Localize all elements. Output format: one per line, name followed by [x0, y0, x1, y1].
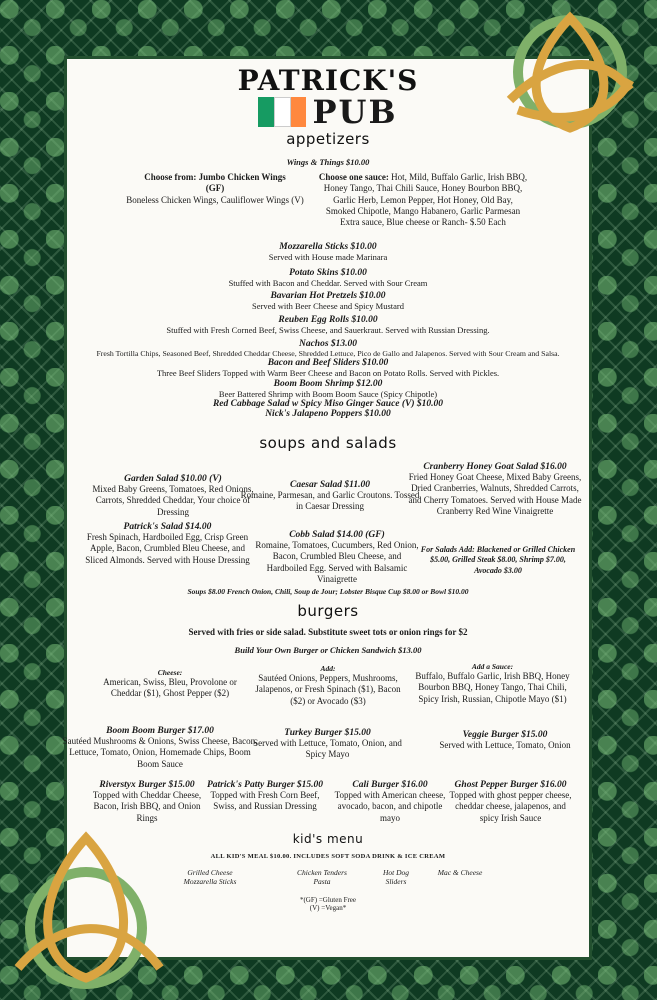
- appetizer-item: Boom Boom Shrimp $12.00 Beer Battered Shrimp with Boom Boom Sauce (Spicy Chipotle): [218, 378, 438, 399]
- appetizer-item: Nachos $13.00 Fresh Tortilla Chips, Seasoned Beef, Shredded Cheddar Cheese, Shredded Lettuce, Pico de Gallo and Jalapenos. Served with Sour Cream and Salsa.: [96, 338, 560, 358]
- caesar-salad: Caesar Salad $11.00 Romaine, Parmesan, and Garlic Croutons. Tossed in Caesar Dressing: [240, 480, 420, 512]
- choose-from-text: Jumbo Chicken Wings: [198, 172, 286, 182]
- build-your-own: Build Your Own Burger or Chicken Sandwich $13.00: [234, 645, 422, 655]
- wings-choose-from: [110, 172, 320, 206]
- burger-sauce: Add a Sauce: Buffalo, Buffalo Garlic, Irish BBQ, Honey Bourbon BBQ, Honey Tango, Thai Chili, Spicy Irish, Russian, Chipotle Mayo ($1): [415, 662, 570, 704]
- wings-title: Wings & Things $10.00: [286, 157, 370, 167]
- patricks-salad: Patrick's Salad $14.00 Fresh Spinach, Hardboiled Egg, Crisp Green Apple, Bacon, Crumbled Bleu Cheese, and Sliced Almonds. Served with House Dressing: [85, 522, 250, 565]
- burger-add: Add: Sautéed Onions, Peppers, Mushrooms, Jalapenos, or Fresh Spinach ($1), Bacon ($2) or Avocado ($3): [255, 664, 401, 706]
- wings-sauces: [318, 172, 528, 228]
- appetizer-item: Bavarian Hot Pretzels $10.00 Served with Beer Cheese and Spicy Mustard: [251, 291, 405, 312]
- cali-burger: Cali Burger $16.00 Topped with American cheese, avocado, bacon, and chipotle mayo: [334, 780, 446, 823]
- sauce-label: Choose one sauce:: [318, 172, 389, 182]
- appetizer-item: Red Cabbage Salad w Spicy Miso Ginger Sauce (V) $10.00: [212, 399, 444, 410]
- appetizer-item: Reuben Egg Rolls $10.00 Stuffed with Fresh Corned Beef, Swiss Cheese, and Sauerkraut. Served with Russian Dressing.: [166, 314, 490, 335]
- kids-note: ALL KID'S MEAL $10.00. INCLUDES SOFT SODA DRINK & ICE CREAM: [210, 853, 446, 860]
- logo-line2: PUB: [312, 93, 398, 131]
- burgers-heading: burgers: [297, 602, 359, 620]
- gf-tag: (GF): [205, 183, 225, 194]
- boneless-text: Boneless Chicken Wings, Cauliflower Wings (V): [126, 194, 304, 205]
- boom-burger: Boom Boom Burger $17.00 Sautéed Mushrooms & Onions, Swiss Cheese, Bacon, Lettuce, Tomato, Onion, Homemade Chips, Boom Boom Sauce: [62, 726, 258, 769]
- appetizer-item: Bacon and Beef Sliders $10.00 Three Beef Sliders Topped with Warm Beer Cheese and Bacon on Potato Rolls. Served with Pickles.: [156, 358, 500, 379]
- appetizer-item: Potato Skins $10.00 Stuffed with Bacon and Cheddar. Served with Sour Cream: [228, 267, 428, 288]
- legend-vegan: (V) =Vegan*: [309, 904, 347, 912]
- kids-col-3: Hot Dog Sliders: [382, 868, 410, 886]
- veggie-burger: Veggie Burger $15.00 Served with Lettuce, Tomato, Onion: [439, 730, 571, 750]
- turkey-burger: Turkey Burger $15.00 Served with Lettuce, Tomato, Onion, and Spicy Mayo: [253, 728, 402, 760]
- logo-line1: PATRICK'S: [237, 64, 419, 97]
- appetizer-item: Nick's Jalapeno Poppers $10.00: [265, 409, 391, 420]
- legend-gf: *(GF) =Gluten Free: [299, 896, 357, 904]
- ghost-burger: Ghost Pepper Burger $16.00 Topped with ghost pepper cheese, cheddar cheese, jalapenos, and spicy Irish Sauce: [449, 780, 572, 823]
- salad-addons: For Salads Add: Blackened or Grilled Chicken $5.00, Grilled Steak $8.00, Shrimp $7.00, Avocado $3.00: [420, 545, 576, 575]
- extra-sauce: Extra sauce, Blue cheese or Ranch- $.50 Each: [340, 217, 506, 227]
- appetizers-heading: appetizers: [286, 130, 370, 148]
- patty-burger: Patrick's Patty Burger $15.00 Topped with Fresh Corn Beef, Swiss, and Russian Dressing: [206, 780, 324, 812]
- cobb-salad: Cobb Salad $14.00 (GF) Romaine, Tomatoes, Cucumbers, Red Onion, Bacon, Crumbled Bleu Cheese, and Hardboiled Egg. Served with Balsamic Vinaigrette: [255, 530, 419, 584]
- legend: [64, 896, 592, 912]
- riverstyx-burger: Riverstyx Burger $15.00 Topped with Cheddar Cheese, Bacon, Irish BBQ, and Onion Rings: [92, 780, 202, 823]
- soups-line: Soups $8.00 French Onion, Chili, Soup de Jour; Lobster Bisque Cup $8.00 or Bowl $10.00: [187, 587, 469, 596]
- kids-col-2: Chicken Tenders Pasta: [297, 868, 347, 886]
- irish-flag-icon: [258, 97, 306, 127]
- appetizer-item: Mozzarella Sticks $10.00 Served with House made Marinara: [268, 242, 388, 262]
- kids-col-1: Grilled Cheese Mozzarella Sticks: [183, 868, 237, 886]
- garden-salad: Garden Salad $10.00 (V) Mixed Baby Greens, Tomatoes, Red Onions, Carrots, Shredded Cheddar, Your choice of Dressing: [92, 474, 254, 517]
- appetizer-list: [72, 242, 584, 419]
- pub-logo: [64, 64, 592, 131]
- cranberry-salad: Cranberry Honey Goat Salad $16.00 Fried Honey Goat Cheese, Mixed Baby Greens, Dried Cranberries, Walnuts, Shredded Carrots, and Cherry Tomatoes. Served with House Made Cranberry Red Wine Vinaigrette: [408, 462, 582, 516]
- salads-heading: soups and salads: [259, 434, 397, 452]
- kids-heading: kid's menu: [292, 832, 364, 846]
- burger-cheese: Cheese: American, Swiss, Bleu, Provolone or Cheddar ($1), Ghost Pepper ($2): [103, 668, 237, 699]
- choose-from-label: Choose from:: [144, 172, 197, 182]
- sauce-text: Hot, Mild, Buffalo Garlic, Irish BBQ, Honey Tango, Thai Chili Sauce, Honey Bourbon BBQ, Garlic Herb, Lemon Pepper, Hot Honey, Old Bay, Smoked Chipotle, Mango Habanero, Garlic Parmesan: [323, 172, 528, 216]
- kids-col-4: Mac & Cheese: [437, 868, 483, 877]
- burgers-served: Served with fries or side salad. Substitute sweet tots or onion rings for $2: [188, 627, 468, 637]
